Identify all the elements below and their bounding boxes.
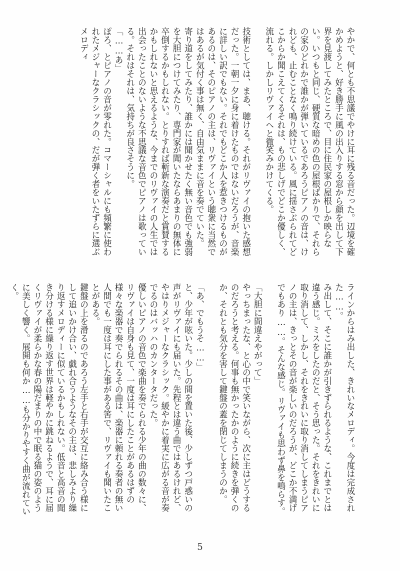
body-text-lower: ラインからはみ出した、きれいなメロディ。今度は完成された……。 み出して、そこに誰かが引きずられるような、これまでとは違う感じ。ミスをしたのだと、そう思った。それをきれいに取り消して、しかし、それをきれいに取り消してしまうピアノの主は、きっとその音が楽しいのだろうが、どこか不満げでもあり……。そんな感じ。リヴァイも思わず鼻を鳴らす。 「大胆に間違えやがって」 やっちまったな、と心の中で笑いながら、次に主はどうするのだろうと考える。何事も無かったかのように続きを弾くのか、それとも気分を害して鍵盤の蓋を閉じてしまうのか。 「あ、でもうそ……」 と、少年が呟いた。少しの間を置いた後、少しずつ戸惑いの声がリヴァイにも届いた。先程とは違う曲ではあるけれど、やはりメジャーなクラシック。緩やかに着実に広がる音が奏でるのはバッハのカンタータだった。 優しいピアノの音色で楽曲を奏でられる少年の曲の数々に、リヴァイは自身も見て、一度は耳にしたことがあるはずの様々な楽器で奏でられるその曲は、楽器に頼れる奏者の無い人間でも一度は耳にした事がある筈で、リヴァイも聞いたことがある。 鍵盤の上を滑るのであろう左手と右手が交互に絡み合う様にして追いかけ合い、戯れ合うようなその主は、悲しみより繰り返すメロディーに似ているかもしれない。低音と高音の聞き分ける様に繰り返す世界は軽やかに跳ねるようで、耳に届くリヴァイが柔らかな春の陽だまりの中で眠る猫の姿のように美しく響く。展開も何か……も分かりやすく曲が流れていく。 — [9, 283, 356, 516]
page-number: 5 — [197, 543, 203, 553]
body-text-upper: やかで、何とも不思議でやけに耳に残る音だった。辺境を確かめようと、好き勝手に風の出入りする窓から顔を出して下界を見渡してみたところで、目に住民家の屋根しか映らない。いつもと同じ、硬質な暗めの色の屋根ばかりで、それらの家のどれかで誰かが弾いているであろうピアノの音は、けれども、止むことなく鳴り続けている。風に揺さぶられてどこからか聞こえてくるそれは、もの悲しげでどこか優しく、流れる。しかしリヴァイへと微笑みかけてくる。 技術としては、まあ、聴ける。それがリヴァイの抱いた感想だった。一朝一夕に身に着けたものではないだろうが、音楽に詳しい訳でもない。それでもどこか人を惹きつけるものがあるのは、そのピアノの主は、リヴァイという聴衆に当然ではあるが気付く事は無く、自由気ままに音を奏でていた。 寄り道をしてみたり、誰かには聞かせたく無い音色でも強弱を大胆につけてみたり、専門家が聞いたならあまりの無体に卒倒するかもしれない。とりすれば斬新な演奏だと賞賛するかもしれないと思えるような、今までのリヴァイの人生では出会ったことのないような不思議な音色でピアノは歌っている。それはそれは、気持ちが良さそうに。 「……あ」 ぽろ、とピアノの音が零れた。コマーシャルにも頻繁に使われたメジャーなクラシックの、だが弾く者をいたずらに選ぶメロディ — [79, 27, 356, 257]
